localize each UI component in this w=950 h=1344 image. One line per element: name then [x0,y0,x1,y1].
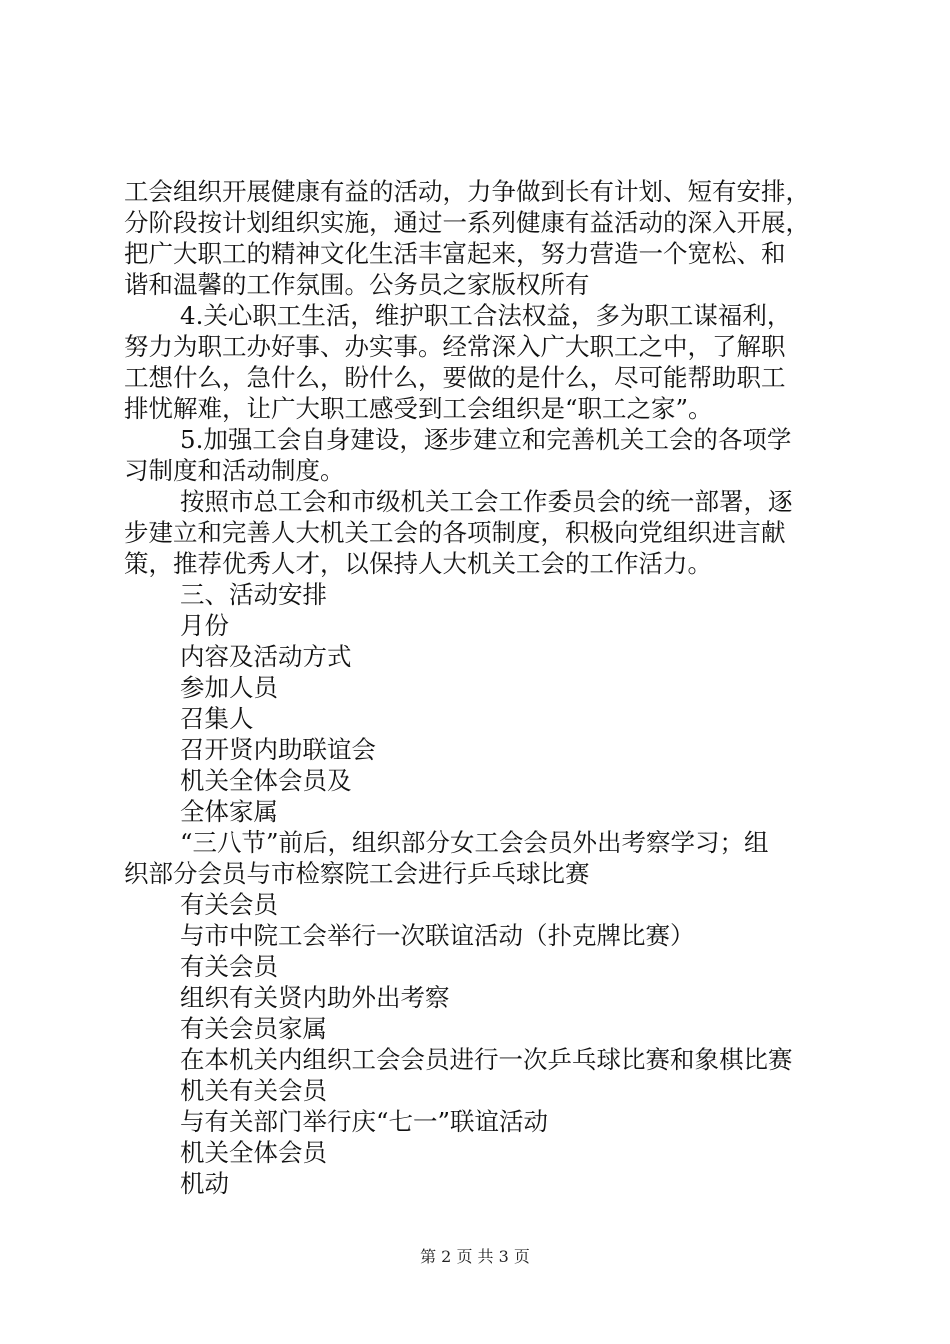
text-line: 机动 [180,1169,229,1198]
text-line: 三、活动安排 [180,580,327,609]
text-line: 谐和温馨的工作氛围。公务员之家版权所有 [124,270,590,299]
text-line: 机关有关会员 [180,1076,327,1105]
text-line: 月份 [180,611,229,640]
page-footer: 第 2 页 共 3 页 [420,1247,530,1266]
text-line: 内容及活动方式 [180,642,352,671]
text-line: 组织有关贤内助外出考察 [180,983,450,1012]
text-line: 分阶段按计划组织实施，通过一系列健康有益活动的深入开展， [124,208,810,237]
text-line: 在本机关内组织工会会员进行一次乒乓球比赛和象棋比赛 [180,1045,793,1074]
text-line: 5.加强工会自身建设，逐步建立和完善机关工会的各项学 [180,425,792,454]
text-line: 参加人员 [180,673,278,702]
text-line: 召开贤内助联谊会 [180,735,376,764]
text-line: 机关全体会员及 [180,766,352,795]
document-body [124,176,836,1199]
text-line: 步建立和完善人大机关工会的各项制度，积极向党组织进言献 [124,518,786,547]
text-line: 工想什么，急什么，盼什么，要做的是什么，尽可能帮助职工 [124,363,786,392]
text-line: 召集人 [180,704,254,733]
text-line: 努力为职工办好事、办实事。经常深入广大职工之中，了解职 [124,332,786,361]
text-line: 4.关心职工生活，维护职工合法权益，多为职工谋福利， [180,301,792,330]
text-line: 机关全体会员 [180,1138,327,1167]
text-line: 织部分会员与市检察院工会进行乒乓球比赛 [124,859,590,888]
text-line: 习制度和活动制度。 [124,456,345,485]
text-line: 全体家属 [180,797,278,826]
text-line: 有关会员家属 [180,1014,327,1043]
text-line: 工会组织开展健康有益的活动，力争做到长有计划、短有安排， [124,177,810,206]
text-line: 按照市总工会和市级机关工会工作委员会的统一部署，逐 [180,487,793,516]
text-line: 把广大职工的精神文化生活丰富起来，努力营造一个宽松、和 [124,239,786,268]
text-line: “三八节”前后，组织部分女工会会员外出考察学习；组 [180,828,769,857]
text-line: 策，推荐优秀人才，以保持人大机关工会的工作活力。 [124,549,712,578]
text-line: 有关会员 [180,952,278,981]
text-line: 与有关部门举行庆“七一”联谊活动 [180,1107,549,1136]
text-line: 排忧解难，让广大职工感受到工会组织是“职工之家”。 [124,394,713,423]
text-line: 与市中院工会举行一次联谊活动（扑克牌比赛） [180,921,695,950]
text-line: 有关会员 [180,890,278,919]
